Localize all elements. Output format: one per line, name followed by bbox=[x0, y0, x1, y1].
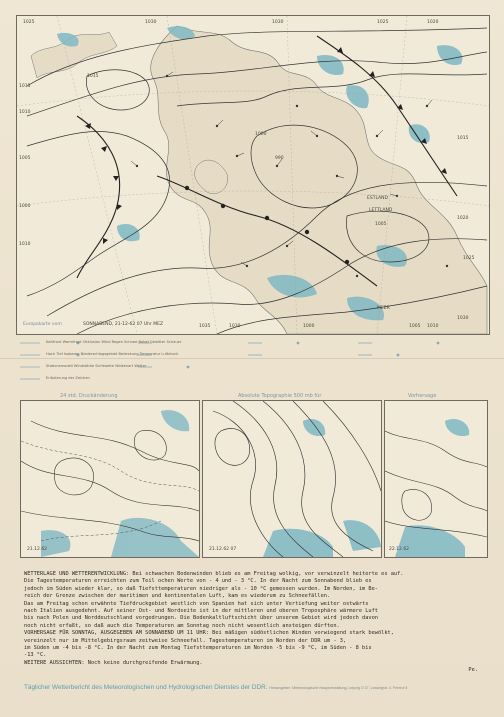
isobar-label: 1015 bbox=[87, 74, 99, 79]
legend bbox=[18, 337, 488, 399]
map-date: SONNABEND, 21-12-62 07 Uhr MEZ bbox=[83, 322, 164, 327]
weather-report-text bbox=[24, 571, 484, 675]
isobar-label: 1010 bbox=[19, 110, 31, 115]
small-map-title: 24 std. Druckänderung bbox=[60, 393, 118, 399]
topography-drawing bbox=[203, 401, 381, 557]
report-line: Die Tagestemperaturen erreichten zum Teil ochen Werte von - 4 und - 3 °C. In der Nacht zum Sonnabend blieb es bbox=[24, 578, 372, 585]
isobar-label: 1030 bbox=[145, 20, 157, 25]
legend-row: Kaltfront Warmfront Okklusion Wind Regen Schnee Nebel Gewitter Schauer bbox=[46, 340, 182, 344]
isobar-label: 1005 bbox=[19, 156, 31, 161]
map-caption: Europakarte vom bbox=[23, 322, 62, 327]
small-map-title: Vorhersage bbox=[408, 393, 437, 399]
isobar-label: 1015 bbox=[457, 136, 469, 141]
isobar-label: 1000 bbox=[255, 132, 267, 137]
report-line: reich der Grenze zwischen der maritimen und kontinentalen Luft, kam es wiederum zu Schneefällen. bbox=[24, 593, 331, 600]
report-line: -13 °C. bbox=[24, 652, 47, 659]
europe-map bbox=[16, 15, 490, 335]
forecast-map bbox=[384, 400, 488, 558]
forecast-drawing bbox=[385, 401, 487, 557]
isobar-label: 990 bbox=[275, 156, 284, 161]
isobar-label: 1030 bbox=[457, 316, 469, 321]
pressure-change-map bbox=[20, 400, 200, 558]
small-map-date: 21.12.62 07 bbox=[209, 547, 237, 552]
footer-title: Täglicher Wetterbericht des Meteorologischen und Hydrologischen Dienstes der DDR. bbox=[24, 684, 268, 691]
isobar-label: 1000 bbox=[19, 204, 31, 209]
isobar-label: 1025 bbox=[23, 20, 35, 25]
isobar-label: 1030 bbox=[229, 324, 241, 329]
report-signature: Pe. bbox=[468, 667, 478, 674]
topography-map bbox=[202, 400, 382, 558]
europe-map-drawing bbox=[17, 16, 489, 334]
isobar-label: 1010 bbox=[427, 324, 439, 329]
place-label: MEER bbox=[377, 306, 390, 311]
small-map-title: Absolute Topographie 500 mb für bbox=[238, 393, 322, 399]
isobar-label: 1020 bbox=[457, 216, 469, 221]
report-line: VORHERSAGE FÜR SONNTAG, AUSGEGEBEN AM SONNABEND UM 11 UHR: Bei mäßigen südöstlichen Winden vorwiegend stark bewölkt, bbox=[24, 630, 394, 637]
isobar-label: 1020 bbox=[427, 20, 439, 25]
isobar-label: 1015 bbox=[19, 84, 31, 89]
legend-row: Hoch Tief Isobaren Niederschlagsgebiet Bedeckung Temperatur Luftdruck bbox=[46, 352, 179, 356]
small-map-date: 22.12.62 bbox=[389, 547, 410, 552]
isobar-label: 1010 bbox=[19, 242, 31, 247]
isobar-label: 1005 bbox=[375, 222, 387, 227]
report-line: nach Italien ausgedehnt. Auf seiner Ost- und Nordseite ist in der mittleren und oberen Troposphäre wärmere Luft bbox=[24, 608, 378, 615]
legend-row: Stationsmodell Windstärke Sichtweite Wolkenart Wetter bbox=[46, 364, 147, 368]
report-line: WEITERE AUSSICHTEN: Noch keine durchgreifende Erwärmung. bbox=[24, 659, 203, 666]
footer bbox=[24, 684, 494, 691]
small-map-date: 21.12.62 bbox=[27, 547, 48, 552]
report-line: WETTERLAGE UND WETTERENTWICKLUNG: Bei schwachen Bodenwinden blieb es am Freitag wolkig, vor verwinzelt heiterte es auf. bbox=[24, 571, 404, 577]
isobar-label: 1000 bbox=[303, 324, 315, 329]
place-label: ESTLAND bbox=[367, 196, 388, 201]
legend-symbols bbox=[18, 337, 488, 399]
legend-row: Erläuterung der Zeichen bbox=[46, 376, 90, 380]
report-line: bis nach Polen und Norddeutschland vorgedrungen. Die Bodenkaltluftschicht über unserem Gebiet wird jedoch davon bbox=[24, 615, 378, 622]
report-line: vereinzelt nur im Mittelgebirgsraum zeitweise Schneefall. Tagestemperaturen im Norden der DDR um - 3, bbox=[24, 637, 347, 644]
isobar-label: 1025 bbox=[377, 20, 389, 25]
report-line: jedoch im Süden wieder klar, so daß Tiefsttemperaturen niedriger als - 10 °C gemessen wurden. Im Norden, im Be- bbox=[24, 585, 378, 592]
footer-publisher: Herausgeber: Meteorologische Hauptverwaltung, Leipzig O 27, Lessingstr. 4. Fernruf 8 bbox=[269, 686, 408, 690]
report-line: noch nicht erfaßt, so daß auch die Temperaturen am Sonntag noch nicht wesentlich ansteigen dürften. bbox=[24, 622, 340, 629]
place-label: LETTLAND bbox=[369, 208, 393, 213]
isobar-label: 1005 bbox=[409, 324, 421, 329]
isobar-label: 1025 bbox=[463, 256, 475, 261]
report-line: Das am Freitag schon erwähnte Tiefdruckgebiet westlich von Spanien hat sich unter Vertiefung weiter ostwärts bbox=[24, 600, 369, 607]
isobar-label: 1035 bbox=[199, 324, 211, 329]
pressure-change-drawing bbox=[21, 401, 199, 557]
report-line: im Süden um -4 bis -8 °C. In der Nacht zum Montag Tiefsttemperaturen im Norden -5 bis -9 °C, im Süden - 8 bis bbox=[24, 645, 372, 652]
isobar-label: 1030 bbox=[272, 20, 284, 25]
